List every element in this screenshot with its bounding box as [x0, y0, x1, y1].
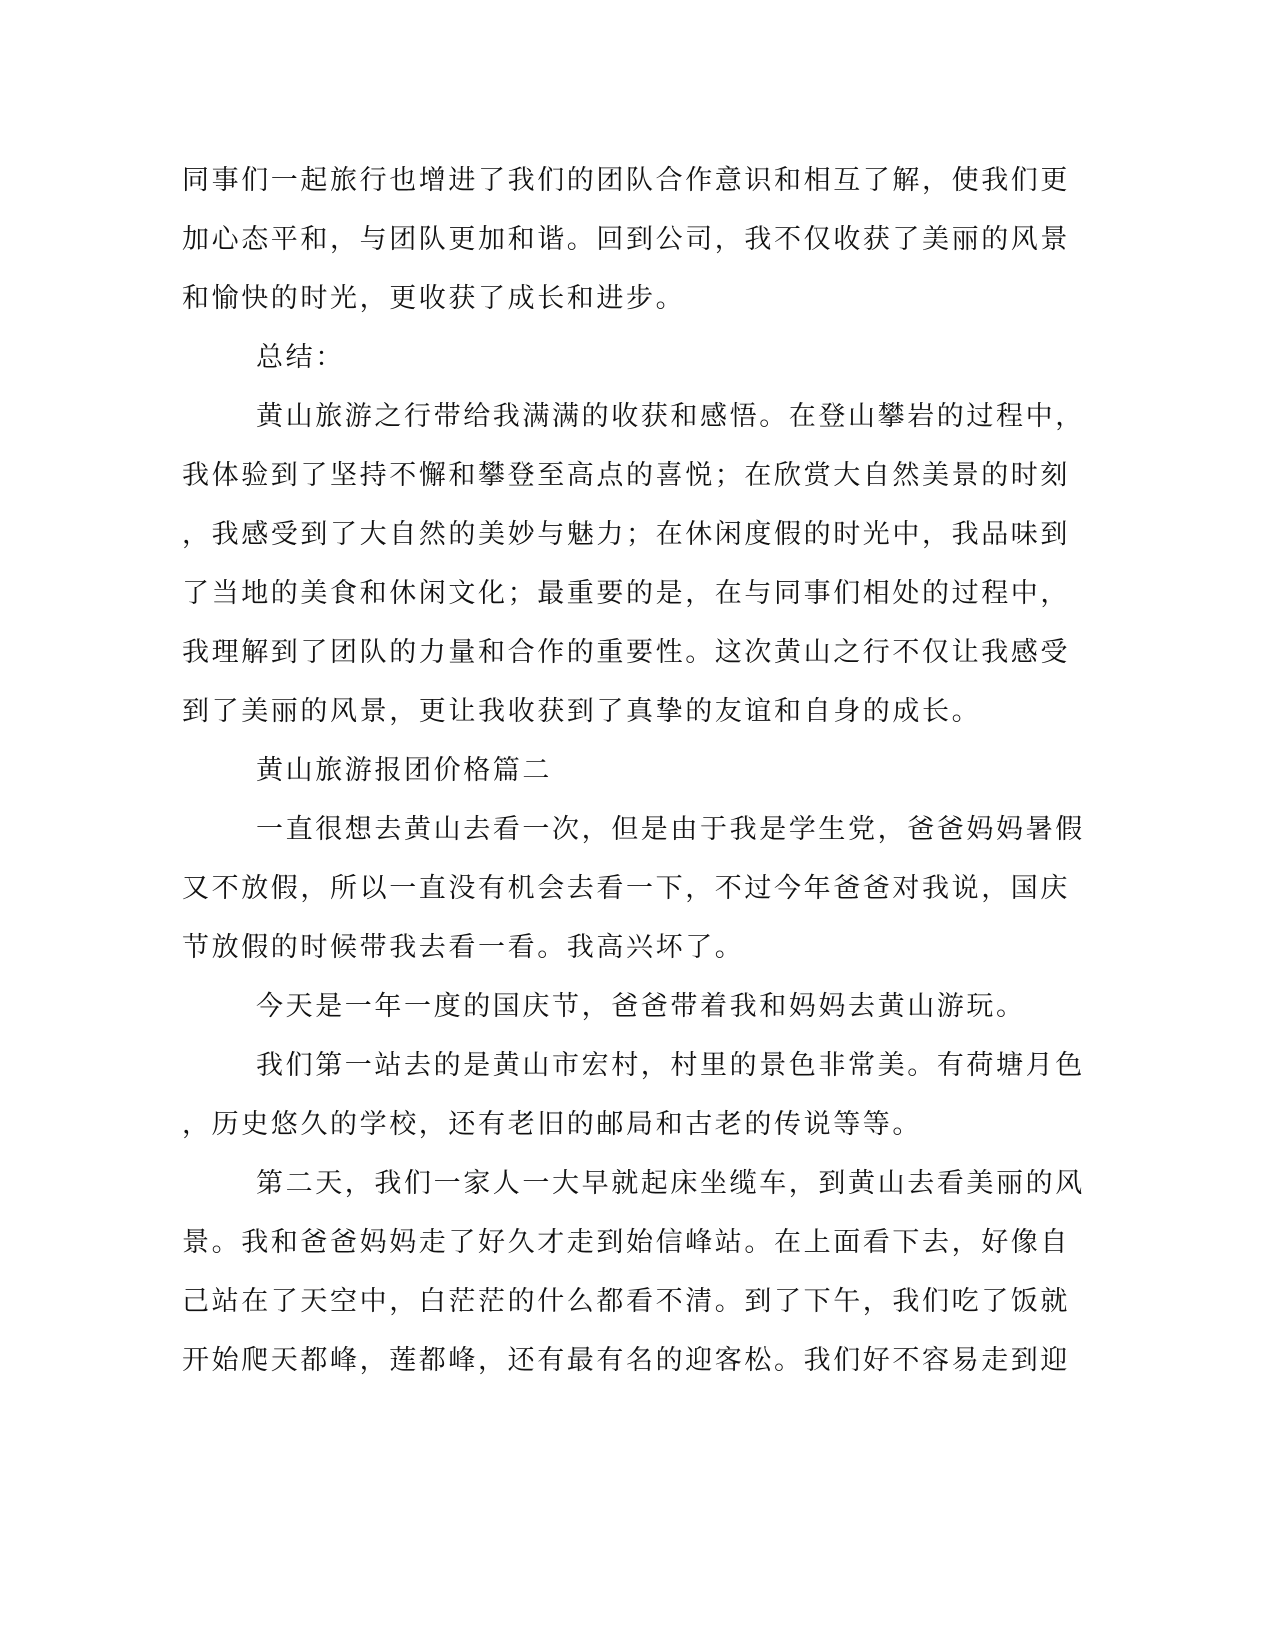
text-line: 加心态平和，与团队更加和谐。回到公司，我不仅收获了美丽的风景: [182, 224, 1070, 255]
text-line: ，历史悠久的学校，还有老旧的邮局和古老的传说等等。: [182, 1109, 922, 1140]
text-line: ，我感受到了大自然的美妙与魅力；在休闲度假的时光中，我品味到: [182, 519, 1070, 550]
section-heading: 总结：: [256, 342, 345, 373]
text-line: 和愉快的时光，更收获了成长和进步。: [182, 283, 686, 314]
text-line: 到了美丽的风景，更让我收获到了真挚的友谊和自身的成长。: [182, 696, 982, 727]
text-line: 了当地的美食和休闲文化；最重要的是，在与同事们相处的过程中，: [182, 578, 1070, 609]
text-line: 景。我和爸爸妈妈走了好久才走到始信峰站。在上面看下去，好像自: [182, 1227, 1070, 1258]
text-line: 又不放假，所以一直没有机会去看一下，不过今年爸爸对我说，国庆: [182, 873, 1070, 904]
text-line: 我体验到了坚持不懈和攀登至高点的喜悦；在欣赏大自然美景的时刻: [182, 460, 1070, 491]
text-line: 第二天，我们一家人一大早就起床坐缆车，到黄山去看美丽的风: [256, 1168, 1085, 1199]
text-line: 我理解到了团队的力量和合作的重要性。这次黄山之行不仅让我感受: [182, 637, 1070, 668]
text-line: 一直很想去黄山去看一次，但是由于我是学生党，爸爸妈妈暑假: [256, 814, 1085, 845]
text-line: 己站在了天空中，白茫茫的什么都看不清。到了下午，我们吃了饭就: [182, 1286, 1070, 1317]
section-heading: 黄山旅游报团价格篇二: [256, 755, 552, 786]
text-line: 今天是一年一度的国庆节，爸爸带着我和妈妈去黄山游玩。: [256, 991, 1026, 1022]
text-line: 节放假的时候带我去看一看。我高兴坏了。: [182, 932, 745, 963]
text-line: 黄山旅游之行带给我满满的收获和感悟。在登山攀岩的过程中，: [256, 401, 1085, 432]
text-line: 同事们一起旅行也增进了我们的团队合作意识和相互了解，使我们更: [182, 165, 1070, 196]
text-line: 我们第一站去的是黄山市宏村，村里的景色非常美。有荷塘月色: [256, 1050, 1085, 1081]
text-line: 开始爬天都峰，莲都峰，还有最有名的迎客松。我们好不容易走到迎: [182, 1345, 1070, 1376]
